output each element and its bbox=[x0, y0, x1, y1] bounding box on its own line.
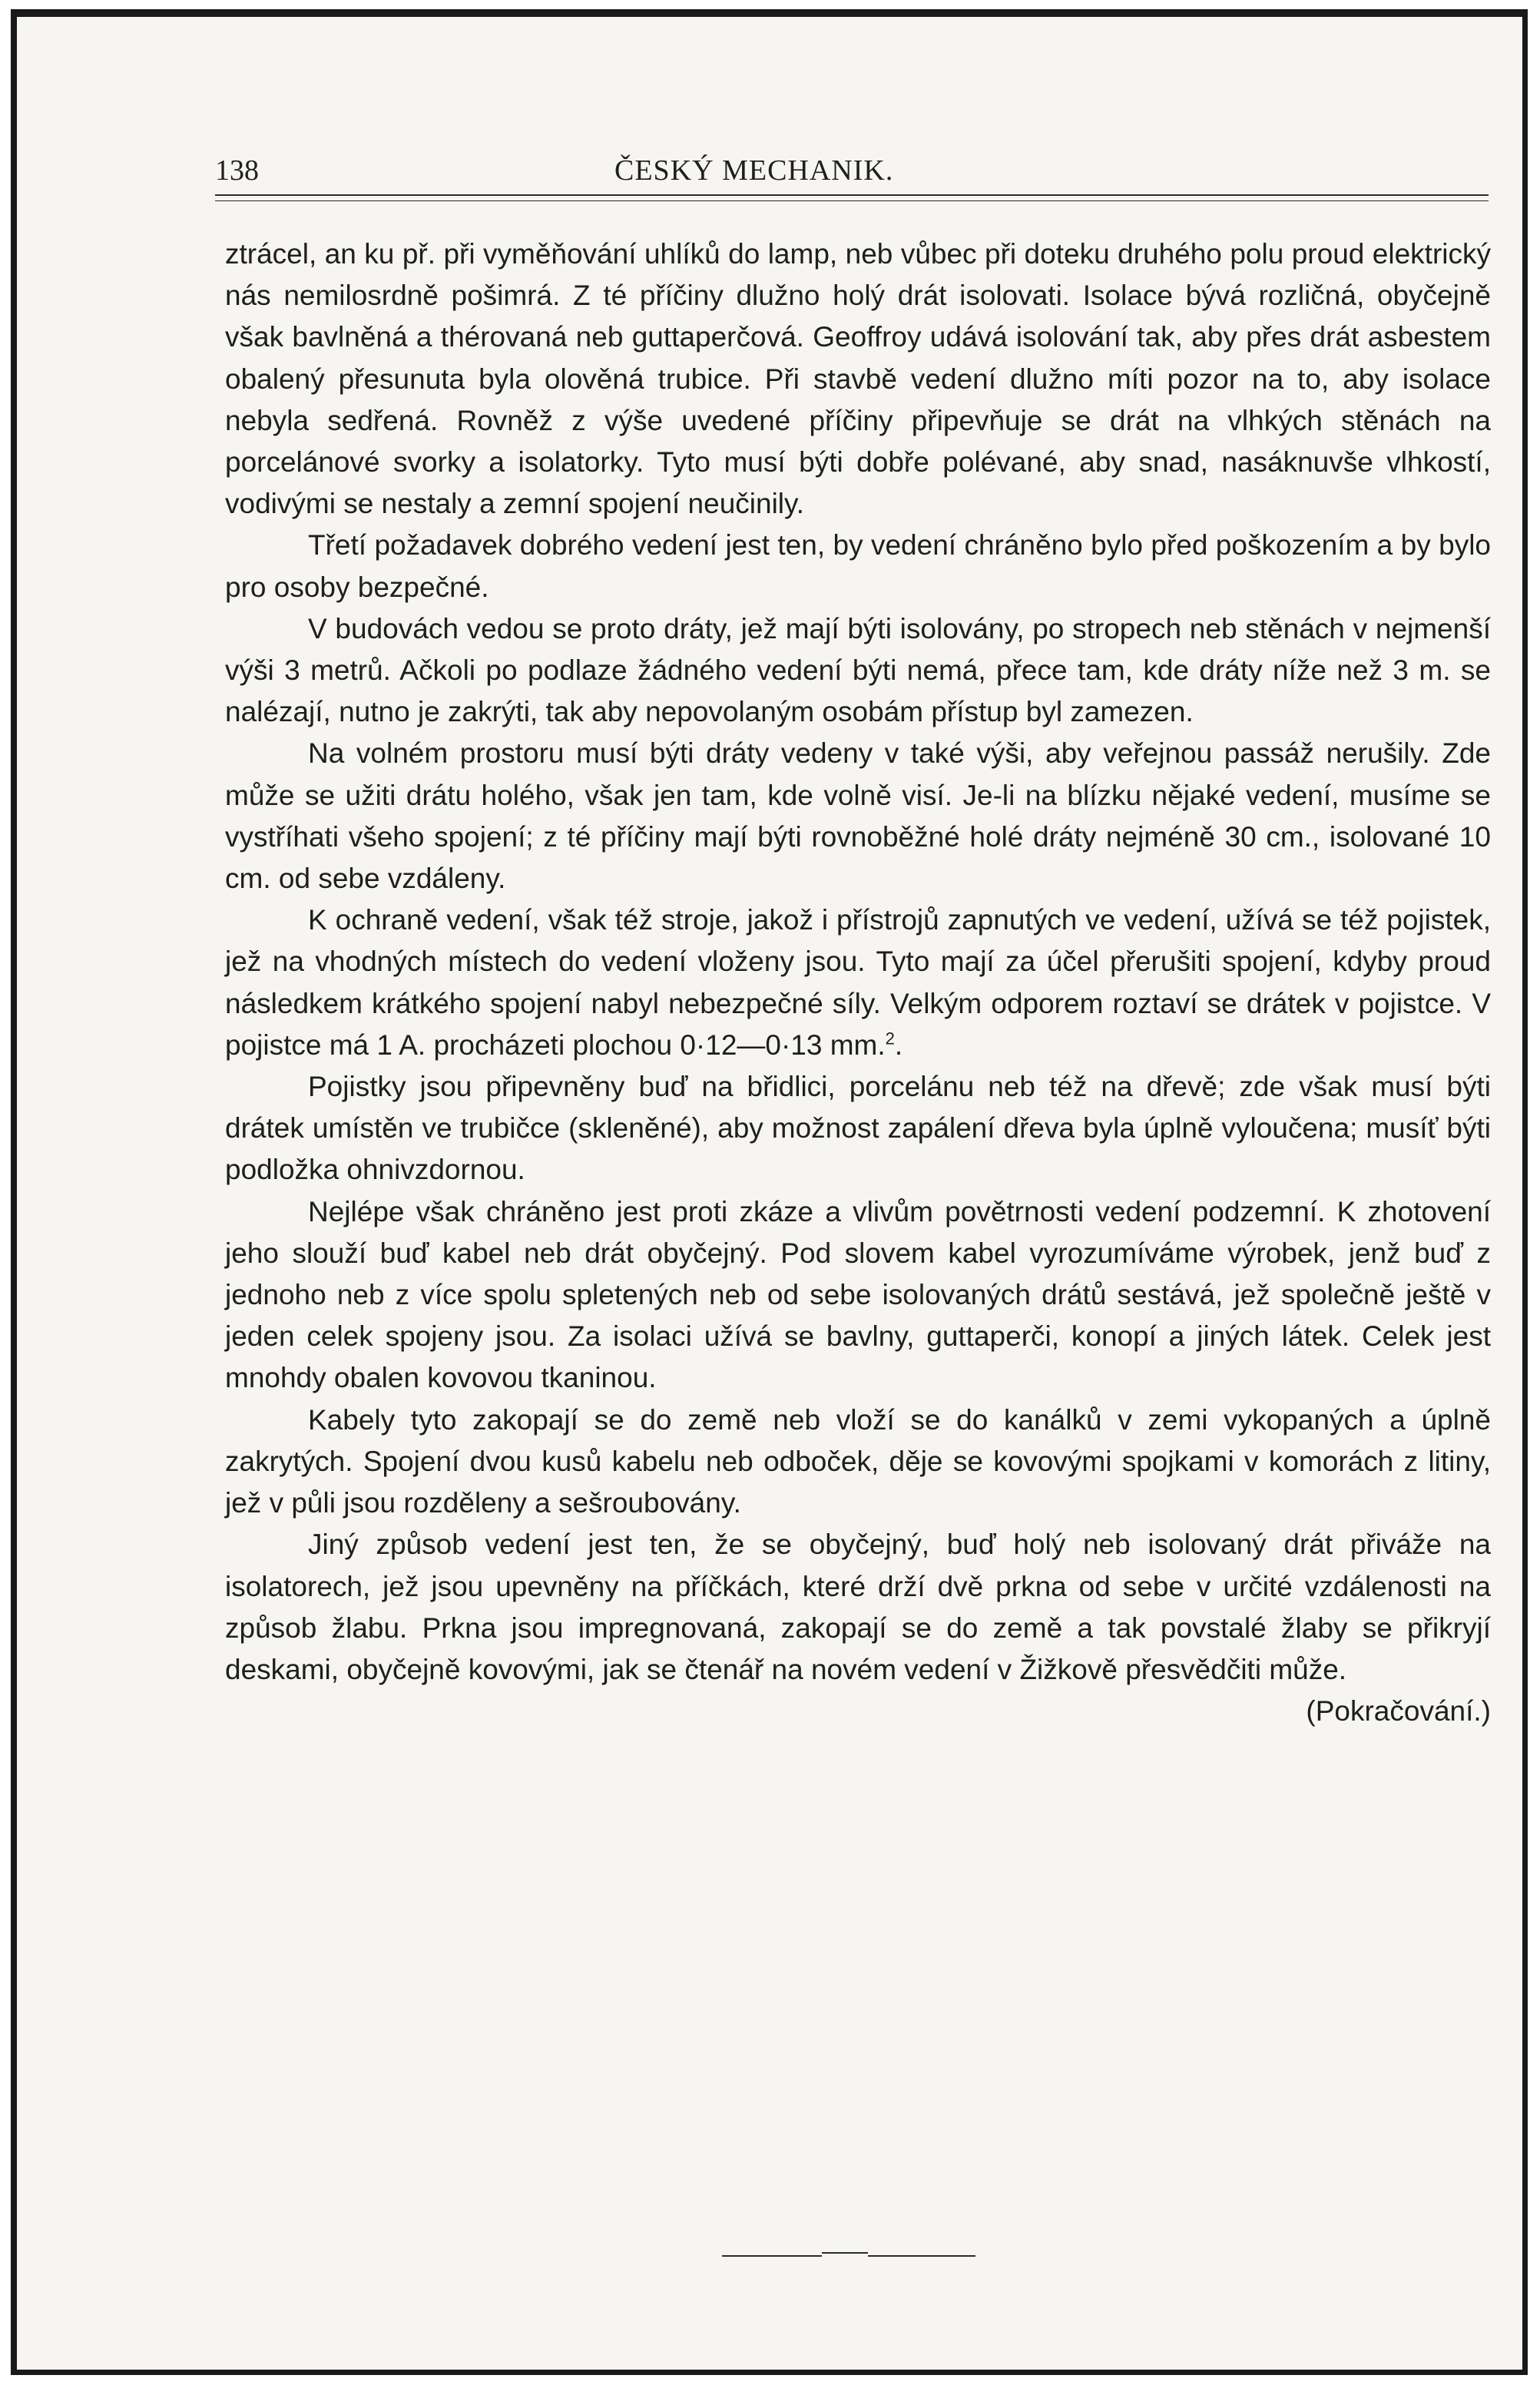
running-head: ČESKÝ MECHANIK. bbox=[614, 154, 894, 187]
continued-note: (Pokračování.) bbox=[1306, 1695, 1491, 1727]
paragraph: V budovách vedou se proto dráty, jež mají býti isolovány, po stropech neb stěnách v nejmenší výši 3 metrů. Ačkoli po podlaze žádného vedení býti nemá, přece tam, kde dráty níže než 3 m. se nalézají, nutno je zakrýti, tak aby nepovolaným osobám přístup byl zamezen. bbox=[225, 612, 1491, 728]
header-rule bbox=[215, 194, 1489, 201]
end-rule bbox=[868, 2255, 975, 2257]
superscript-mark: 2 bbox=[885, 1029, 895, 1048]
paragraph-final bbox=[225, 1524, 1491, 1727]
paragraph-text: Jiný způsob vedení jest ten, že se obyčejný, buď holý neb isolovaný drát přiváže na isolatorech, jež jsou upevněny na příčkách, které drží dvě prkna od sebe v určité vzdálenosti na způsob žlabu. Prkna jsou impregnovaná, zakopají se do země a tak povstalé žlaby se přikryjí deskami, obyčejně kovovými, jak se čtenář na novém vedení v Žižkově přesvědčiti může. bbox=[225, 1529, 1491, 1685]
end-rule bbox=[722, 2255, 822, 2257]
page-number: 138 bbox=[215, 154, 259, 187]
paragraph: Nejlépe však chráněno jest proti zkáze a vlivům povětrnosti vedení podzemní. K zhotovení jeho slouží buď kabel neb drát obyčejný. Pod slovem kabel vyrozumíváme výrobek, jenž buď z jednoho neb z více spolu spletených neb od sebe isolovaných drátů sestává, jež společně ještě v jeden celek spojeny jsou. Za isolaci užívá se bavlny, guttaperči, konopí a jiných látek. Celek jest mnohdy obalen kovovou tkaninou. bbox=[225, 1195, 1491, 1394]
page-header bbox=[215, 154, 1489, 190]
paragraph-with-footnote bbox=[225, 899, 1491, 1066]
paragraph: ztrácel, an ku př. při vyměňování uhlíků do lamp, neb vůbec při doteku druhého polu proud elektrický nás nemilosrdně pošimrá. Z té příčiny dlužno holý drát isolovati. Isolace bývá rozličná, obyčejně však bavlněná a thérovaná neb guttaperčová. Geoffroy udává isolování tak, aby přes drát asbestem obalený přesunuta byla olověná trubice. Při stavbě vedení dlužno míti pozor na to, aby isolace nebyla sedřená. Rovněž z výše uvedené příčiny připevňuje se drát na vlhkých stěnách na porcelánové svorky a isolatorky. Tyto musí býti dobře polévané, aby snad, nasáknuvše vlhkostí, vodivými se nestaly a zemní spojení neučinily. bbox=[225, 238, 1491, 520]
paragraph: Pojistky jsou připevněny buď na břidlici, porcelánu neb též na dřevě; zde však musí býti drátek umístěn ve trubičce (skleněné), aby možnost zapálení dřeva byla úplně vyloučena; musíť býti podložka ohnivzdornou. bbox=[225, 1071, 1491, 1186]
paragraph: Na volném prostoru musí býti dráty vedeny v také výši, aby veřejnou passáž nerušily. Zde může se užiti drátu holého, však jen tam, kde volně visí. Je-li na blízku nějaké vedení, musíme se vystříhati všeho spojení; z té příčiny mají býti rovnoběžné holé dráty nejméně 30 cm., isolované 10 cm. od sebe vzdáleny. bbox=[225, 737, 1491, 895]
article-body bbox=[225, 234, 1491, 1732]
paragraph-text: K ochraně vedení, však též stroje, jakož i přístrojů zapnutých ve vedení, užívá se též pojistek, jež na vhodných místech do vedení vloženy jsou. Tyto mají za účel přerušiti spojení, kdyby proud následkem krátkého spojení nabyl nebezpečné síly. Velkým odporem roztaví se drátek v pojistce. V pojistce má 1 A. procházeti plochou 0·12—0·13 mm. bbox=[225, 904, 1491, 1061]
paragraph: Kabely tyto zakopají se do země neb vloží se do kanálků v zemi vykopaných a úplně zakrytých. Spojení dvou kusů kabelu neb odboček, děje se kovovými spojkami v komorách z litiny, jež v půli jsou rozděleny a sešroubovány. bbox=[225, 1403, 1491, 1519]
paragraph-end: . bbox=[894, 1029, 903, 1061]
end-rule bbox=[822, 2252, 868, 2254]
paragraph: Třetí požadavek dobrého vedení jest ten, by vedení chráněno bylo před poškozením a by bylo pro osoby bezpečné. bbox=[225, 529, 1491, 603]
